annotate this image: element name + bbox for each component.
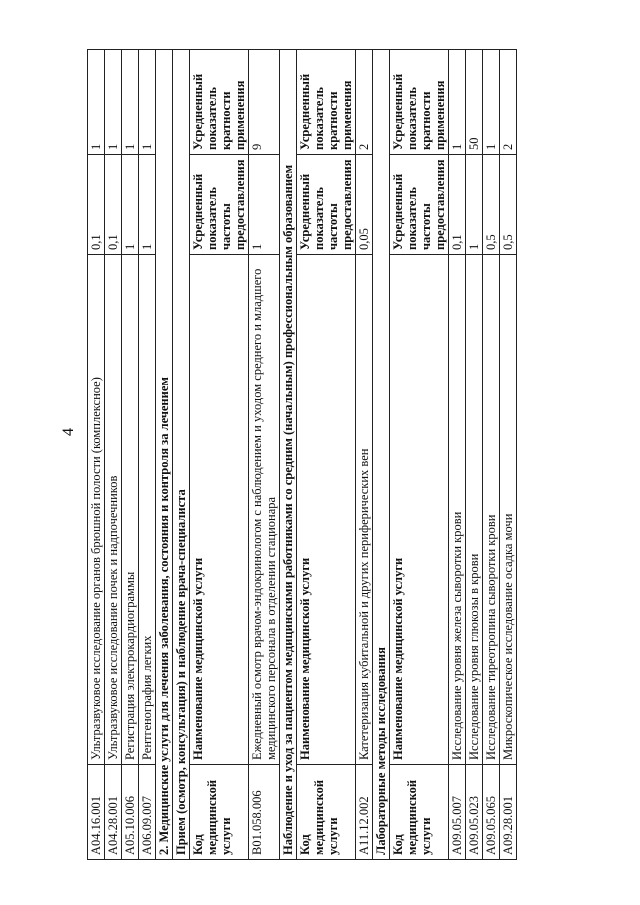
- multiplicity-value: 1: [449, 50, 466, 155]
- service-code: A09.28.001: [500, 765, 517, 860]
- multiplicity-value: 50: [466, 50, 483, 155]
- table-row: [466, 50, 483, 860]
- service-code: A04.16.001: [88, 765, 105, 860]
- multiplicity-value: 1: [122, 50, 139, 155]
- header-code: Код медицинской услуги: [297, 765, 356, 860]
- frequency-value: 0,1: [105, 155, 122, 255]
- group-title-row: [373, 50, 390, 860]
- table-row: [122, 50, 139, 860]
- frequency-value: 0,05: [356, 155, 373, 255]
- service-code: A09.05.023: [466, 765, 483, 860]
- service-name: Исследование уровня железа сыворотки крови: [449, 255, 466, 765]
- service-name: Рентгенография легких: [139, 255, 156, 765]
- multiplicity-value: 1: [105, 50, 122, 155]
- service-code: B01.058.006: [249, 765, 280, 860]
- service-name: Микроскопическое исследование осадка мочи: [500, 255, 517, 765]
- service-name: Регистрация электрокардиограммы: [122, 255, 139, 765]
- table-row: [483, 50, 500, 860]
- service-name: Ультразвуковое исследование почек и надпочечников: [105, 255, 122, 765]
- service-name: Ежедневный осмотр врачом-эндокринологом с наблюдением и уходом среднего и младшего медицинского персонала в отделении стационара: [249, 255, 280, 765]
- service-name: Катетеризация кубитальной и других периферических вен: [356, 255, 373, 765]
- service-code: A11.12.002: [356, 765, 373, 860]
- table-row: [449, 50, 466, 860]
- service-name: Ультразвуковое исследование органов брюшной полости (комплексное): [88, 255, 105, 765]
- section-title-row: [156, 50, 173, 860]
- header-row: [190, 50, 249, 860]
- multiplicity-value: 1: [483, 50, 500, 155]
- frequency-value: 1: [466, 155, 483, 255]
- multiplicity-value: 9: [249, 50, 280, 155]
- multiplicity-value: 1: [88, 50, 105, 155]
- table-row: [105, 50, 122, 860]
- service-code: A04.28.001: [105, 765, 122, 860]
- group-title-row: [280, 50, 297, 860]
- frequency-value: 1: [122, 155, 139, 255]
- header-code: Код медицинской услуги: [390, 765, 449, 860]
- service-code: A09.05.007: [449, 765, 466, 860]
- header-frequency: Усредненный показатель частоты предоставления: [390, 155, 449, 255]
- page-number: 4: [60, 428, 77, 436]
- services-table: [87, 49, 517, 860]
- frequency-value: 1: [249, 155, 280, 255]
- header-frequency: Усредненный показатель частоты предоставления: [297, 155, 356, 255]
- service-code: A05.10.006: [122, 765, 139, 860]
- rotated-page: [87, 50, 527, 860]
- service-code: A06.09.007: [139, 765, 156, 860]
- header-multiplicity: Усредненный показатель кратности применения: [390, 50, 449, 155]
- multiplicity-value: 2: [356, 50, 373, 155]
- service-name: Исследование тиреотропина сыворотки крови: [483, 255, 500, 765]
- frequency-value: 0,1: [88, 155, 105, 255]
- table-row: [500, 50, 517, 860]
- multiplicity-value: 1: [139, 50, 156, 155]
- header-multiplicity: Усредненный показатель кратности применения: [297, 50, 356, 155]
- frequency-value: 0,5: [500, 155, 517, 255]
- header-row: [390, 50, 449, 860]
- service-name: Исследование уровня глюкозы в крови: [466, 255, 483, 765]
- group-title: Лабораторные методы исследования: [373, 50, 390, 860]
- header-frequency: Усредненный показатель частоты предоставления: [190, 155, 249, 255]
- header-multiplicity: Усредненный показатель кратности применения: [190, 50, 249, 155]
- header-code: Код медицинской услуги: [190, 765, 249, 860]
- group-title: Наблюдение и уход за пациентом медицинскими работниками со средним (начальным) профессиональным образованием: [280, 50, 297, 860]
- group-title: Прием (осмотр, консультация) и наблюдение врача-специалиста: [173, 50, 190, 860]
- multiplicity-value: 2: [500, 50, 517, 155]
- header-name: Наименование медицинской услуги: [297, 255, 356, 765]
- service-code: A09.05.065: [483, 765, 500, 860]
- section-title: 2. Медицинские услуги для лечения заболевания, состояния и контроля за лечением: [156, 50, 173, 860]
- table-row: [88, 50, 105, 860]
- header-name: Наименование медицинской услуги: [190, 255, 249, 765]
- frequency-value: 0,1: [449, 155, 466, 255]
- table-row: [356, 50, 373, 860]
- table-row: [249, 50, 280, 860]
- frequency-value: 0,5: [483, 155, 500, 255]
- header-name: Наименование медицинской услуги: [390, 255, 449, 765]
- frequency-value: 1: [139, 155, 156, 255]
- group-title-row: [173, 50, 190, 860]
- table-row: [139, 50, 156, 860]
- header-row: [297, 50, 356, 860]
